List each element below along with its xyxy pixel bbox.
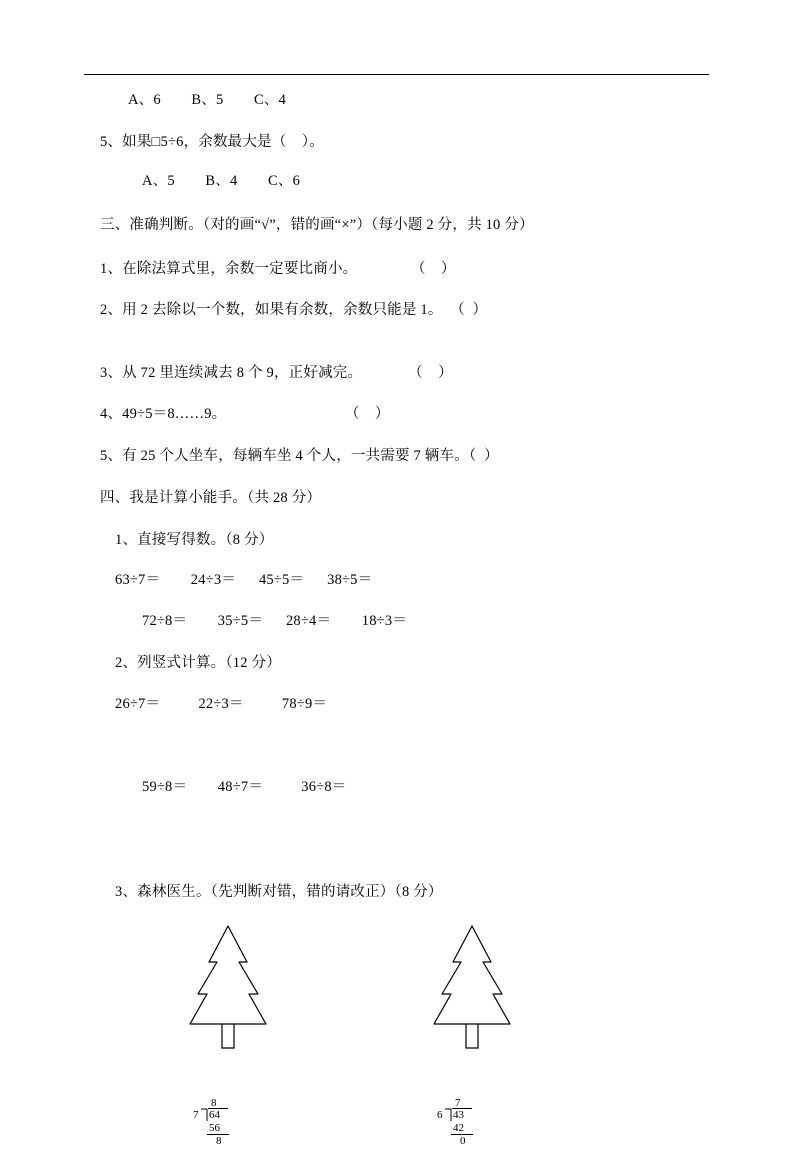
tree-outline-icon [412, 920, 532, 1055]
part-2-row-2: 59÷8＝ 48÷7＝ 36÷8＝ [142, 779, 347, 795]
tree-figures-area [0, 920, 793, 1147]
tree-figure-left [168, 920, 288, 1147]
true-false-item-4: 4、49÷5＝8……9。 （ ） [100, 406, 390, 422]
section-three-heading: 三、准确判断。（对的画“√”，错的画“×”）（每小题 2 分，共 10 分） [100, 217, 534, 233]
header-divider-rule [84, 74, 709, 75]
section-four-heading: 四、我是计算小能手。（共 28 分） [100, 490, 322, 506]
choice-row-prev-question: A、6 B、5 C、4 [128, 92, 287, 108]
dividend-left: 64 [209, 1109, 220, 1121]
question-5-choices: A、5 B、4 C、6 [142, 173, 301, 189]
dividend-right: 43 [453, 1109, 464, 1121]
long-division-left [168, 1060, 222, 1170]
tree-figure-right [412, 920, 532, 1147]
subtrahend-right: 42 [453, 1122, 464, 1134]
remainder-right: 0 [460, 1135, 466, 1147]
part-1-row-1: 63÷7＝ 24÷3＝ 45÷5＝ 38÷5＝ [115, 572, 373, 588]
true-false-item-5: 5、有 25 个人坐车，每辆车坐 4 个人，一共需要 7 辆车。（ ） [100, 448, 499, 464]
subtrahend-left: 56 [209, 1122, 220, 1134]
remainder-left: 8 [216, 1135, 222, 1147]
part-3-heading: 3、森林医生。（先判断对错，错的请改正）（8 分） [115, 884, 443, 900]
tree-outline-icon [168, 920, 288, 1055]
long-division-right [412, 1060, 466, 1170]
divisor-right: 6 [437, 1109, 443, 1121]
part-1-row-2: 72÷8＝ 35÷5＝ 28÷4＝ 18÷3＝ [142, 613, 407, 629]
subtraction-bar-right [451, 1134, 473, 1135]
true-false-item-2: 2、用 2 去除以一个数，如果有余数，余数只能是 1。 （ ） [100, 302, 488, 318]
quotient-left: 8 [211, 1097, 217, 1109]
question-5-stem: 5、如果□5÷6，余数最大是（ ）。 [100, 134, 324, 150]
quotient-right: 7 [455, 1097, 461, 1109]
subtraction-bar-left [207, 1134, 229, 1135]
true-false-item-3: 3、从 72 里连续减去 8 个 9，正好减完。 （ ） [100, 365, 453, 381]
part-1-heading: 1、直接写得数。（8 分） [115, 532, 274, 548]
divisor-left: 7 [193, 1109, 199, 1121]
part-2-row-1: 26÷7＝ 22÷3＝ 78÷9＝ [115, 696, 328, 712]
true-false-item-1: 1、在除法算式里，余数一定要比商小。 （ ） [100, 261, 456, 277]
part-2-heading: 2、列竖式计算。（12 分） [115, 655, 281, 671]
